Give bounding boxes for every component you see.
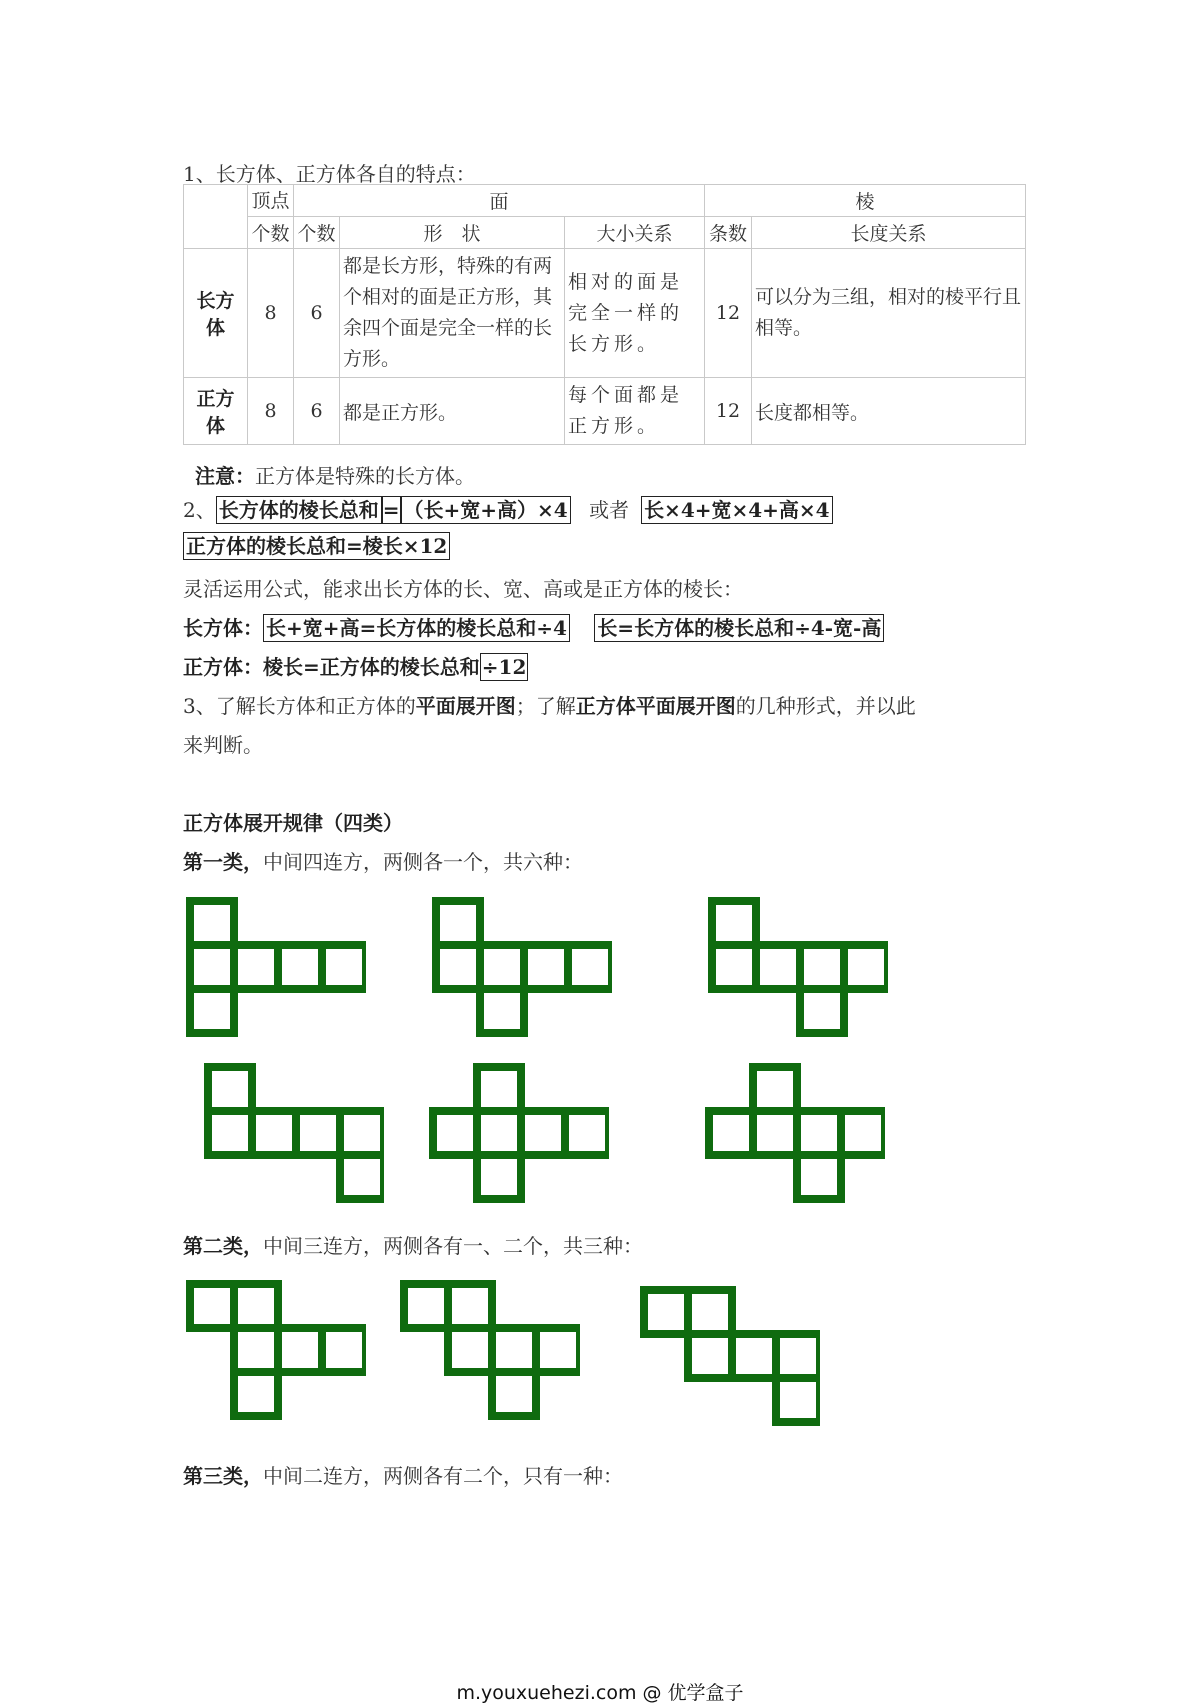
net-square bbox=[709, 1111, 753, 1155]
class3-line bbox=[183, 1460, 623, 1489]
row-faces: 6 bbox=[294, 249, 340, 378]
section3-text-a: 3、了解长方体和正方体的 bbox=[183, 694, 416, 718]
formula-equals: = bbox=[382, 498, 400, 522]
net-square bbox=[688, 1334, 732, 1378]
header-vertex-count: 个数 bbox=[248, 217, 294, 249]
sub-edge-length: 长度关系 bbox=[752, 217, 1026, 249]
class2-text: 中间三连方，两侧各有一、二个，共三种： bbox=[263, 1234, 643, 1258]
net-square bbox=[234, 1284, 278, 1328]
net-square bbox=[776, 1378, 820, 1422]
net-square bbox=[841, 1111, 885, 1155]
net-square bbox=[190, 945, 234, 989]
net-square bbox=[712, 945, 756, 989]
net-square bbox=[208, 1111, 252, 1155]
section3-text-e: 的几种形式，并以此 bbox=[735, 694, 916, 718]
section1-title: 1、长方体、正方体各自的特点： bbox=[183, 162, 476, 186]
formula-cube-sum: 正方体的棱长总和=棱长×12 bbox=[183, 532, 450, 560]
row-vertices: 8 bbox=[248, 378, 294, 445]
net-square bbox=[208, 1067, 252, 1111]
net-square bbox=[477, 1067, 521, 1111]
note-line bbox=[195, 460, 475, 489]
formula-line-1 bbox=[183, 494, 833, 524]
cube-net-1-1 bbox=[186, 897, 366, 1039]
class3-text: 中间二连方，两侧各有二个，只有一种： bbox=[263, 1464, 623, 1488]
net-square bbox=[688, 1290, 732, 1334]
section3-line-1 bbox=[183, 690, 916, 719]
cube-formula-line bbox=[183, 651, 528, 681]
net-square bbox=[753, 1111, 797, 1155]
net-square bbox=[776, 1334, 820, 1378]
net-square bbox=[190, 1284, 234, 1328]
net-square bbox=[340, 1111, 384, 1155]
cube-net-1-2 bbox=[432, 897, 612, 1039]
feature-table bbox=[183, 184, 1026, 445]
class1-label: 第一类， bbox=[183, 850, 263, 874]
row-length: 长度都相等。 bbox=[752, 378, 1026, 445]
note-text: 正方体是特殊的长方体。 bbox=[255, 464, 475, 488]
cube-label: 正方体：棱长=正方体的棱长总和 bbox=[183, 655, 480, 679]
row-size: 相对的面是完全一样的长方形。 bbox=[565, 249, 705, 378]
row-name: 长方体 bbox=[184, 249, 248, 378]
net-square bbox=[340, 1155, 384, 1199]
net-square bbox=[800, 945, 844, 989]
net-square bbox=[524, 945, 568, 989]
net-square bbox=[296, 1111, 340, 1155]
row-shape: 都是正方形。 bbox=[340, 378, 565, 445]
net-square bbox=[436, 945, 480, 989]
net-square bbox=[756, 945, 800, 989]
table-row bbox=[184, 378, 1026, 445]
net-square bbox=[797, 1155, 841, 1199]
class3-label: 第三类， bbox=[183, 1464, 263, 1488]
rule-title: 正方体展开规律（四类） bbox=[183, 811, 403, 835]
net-square bbox=[278, 945, 322, 989]
net-square bbox=[322, 945, 366, 989]
header-face: 面 bbox=[294, 185, 705, 217]
note-label: 注意： bbox=[195, 464, 255, 488]
sub-face-count: 个数 bbox=[294, 217, 340, 249]
cuboid-formula-1: 长+宽+高=长方体的棱长总和÷4 bbox=[263, 614, 570, 642]
or-text: 或者 bbox=[589, 498, 630, 522]
class1-text: 中间四连方，两侧各一个，共六种： bbox=[263, 850, 583, 874]
header-edge: 棱 bbox=[705, 185, 1026, 217]
row-vertices: 8 bbox=[248, 249, 294, 378]
net-square bbox=[234, 1372, 278, 1416]
sub-face-size: 大小关系 bbox=[565, 217, 705, 249]
net-square bbox=[480, 989, 524, 1033]
row-edges: 12 bbox=[705, 249, 752, 378]
net-square bbox=[448, 1328, 492, 1372]
net-square bbox=[536, 1328, 580, 1372]
net-square bbox=[565, 1111, 609, 1155]
net-square bbox=[448, 1284, 492, 1328]
net-square bbox=[712, 901, 756, 945]
net-square bbox=[278, 1328, 322, 1372]
net-square bbox=[480, 945, 524, 989]
net-square bbox=[844, 945, 888, 989]
section2-prefix: 2、 bbox=[183, 498, 216, 522]
net-square bbox=[477, 1111, 521, 1155]
section3-text-c: ；了解 bbox=[515, 694, 576, 718]
net-square bbox=[492, 1328, 536, 1372]
section3-text-b: 平面展开图 bbox=[415, 694, 516, 718]
cuboid-formula-line bbox=[183, 612, 884, 642]
net-square bbox=[234, 1328, 278, 1372]
class1-line bbox=[183, 846, 583, 875]
class2-line bbox=[183, 1230, 643, 1259]
net-square bbox=[732, 1334, 776, 1378]
section3-text-d: 正方体平面展开图 bbox=[575, 694, 736, 718]
net-square bbox=[477, 1155, 521, 1199]
net-square bbox=[234, 945, 278, 989]
net-square bbox=[644, 1290, 688, 1334]
formula-cuboid-sum: 长方体的棱长总和 bbox=[216, 496, 382, 524]
net-square bbox=[433, 1111, 477, 1155]
footer-watermark: m.youxuehezi.com @ 优学盒子 bbox=[456, 1682, 744, 1704]
net-square bbox=[252, 1111, 296, 1155]
class2-label: 第二类， bbox=[183, 1234, 263, 1258]
section3-line-2: 来判断。 bbox=[183, 733, 263, 757]
cube-net-1-4 bbox=[204, 1063, 384, 1205]
net-square bbox=[800, 989, 844, 1033]
usage-text: 灵活运用公式，能求出长方体的长、宽、高或是正方体的棱长： bbox=[183, 577, 743, 601]
row-name: 正方体 bbox=[184, 378, 248, 445]
row-edges: 12 bbox=[705, 378, 752, 445]
row-length: 可以分为三组，相对的棱平行且相等。 bbox=[752, 249, 1026, 378]
net-square bbox=[436, 901, 480, 945]
net-square bbox=[797, 1111, 841, 1155]
net-square bbox=[322, 1328, 366, 1372]
sub-face-shape: 形 状 bbox=[340, 217, 565, 249]
cube-net-2-2 bbox=[400, 1280, 580, 1422]
table-corner-cell bbox=[184, 185, 248, 249]
formula-cuboid-alt: 长×4+宽×4+高×4 bbox=[641, 496, 833, 524]
cube-net-2-3 bbox=[640, 1286, 820, 1428]
formula-line-2 bbox=[183, 532, 450, 560]
cube-net-2-1 bbox=[186, 1280, 366, 1422]
formula-cuboid-expr: （长+宽+高）×4 bbox=[401, 496, 571, 524]
table-row bbox=[184, 249, 1026, 378]
row-shape: 都是长方形，特殊的有两个相对的面是正方形，其余四个面是完全一样的长方形。 bbox=[340, 249, 565, 378]
net-square bbox=[492, 1372, 536, 1416]
row-size: 每个面都是正方形。 bbox=[565, 378, 705, 445]
cube-formula: ÷12 bbox=[481, 655, 527, 679]
sub-edge-count: 条数 bbox=[705, 217, 752, 249]
cube-net-1-3 bbox=[708, 897, 888, 1039]
cube-net-1-6 bbox=[705, 1063, 885, 1205]
net-square bbox=[190, 989, 234, 1033]
header-vertex bbox=[248, 185, 294, 217]
net-square bbox=[568, 945, 612, 989]
row-faces: 6 bbox=[294, 378, 340, 445]
net-square bbox=[190, 901, 234, 945]
header-vertex-top: 顶点 bbox=[251, 189, 290, 212]
net-square bbox=[753, 1067, 797, 1111]
cube-net-1-5 bbox=[429, 1063, 609, 1205]
net-square bbox=[404, 1284, 448, 1328]
net-square bbox=[521, 1111, 565, 1155]
cuboid-formula-2: 长=长方体的棱长总和÷4-宽-高 bbox=[594, 614, 884, 642]
cuboid-label: 长方体： bbox=[183, 616, 263, 640]
